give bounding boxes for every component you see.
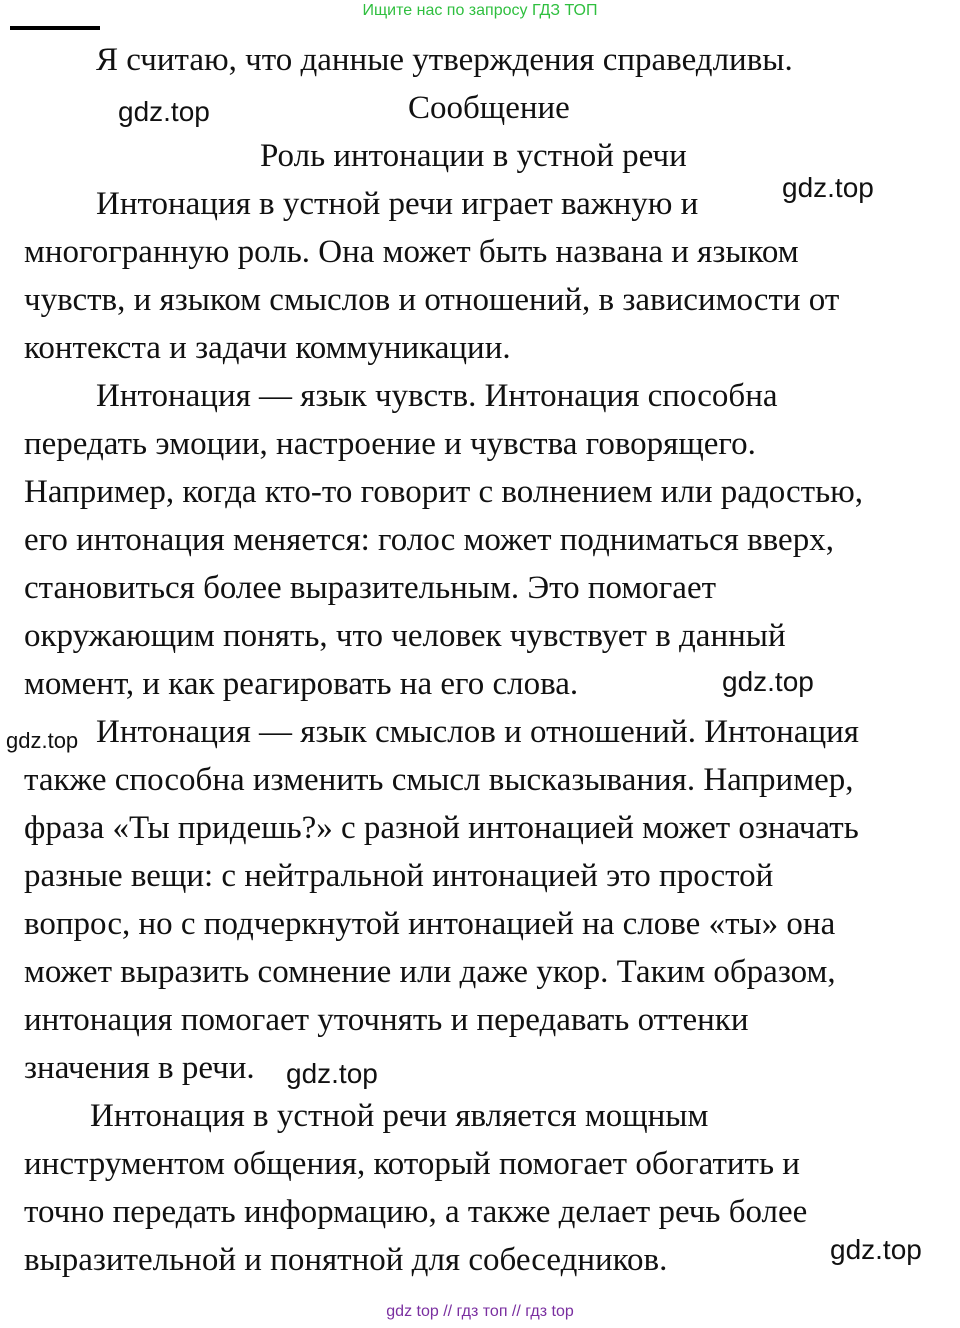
text-line: значения в речи. — [24, 1050, 255, 1086]
text-line: становиться более выразительным. Это помогает — [24, 570, 717, 606]
corner-bar — [10, 26, 100, 30]
text-line: фраза «Ты придешь?» с разной интонацией может означать — [24, 810, 859, 846]
text-line: чувств, и языком смыслов и отношений, в зависимости от — [24, 282, 840, 318]
page-title: Роль интонации в устной речи — [260, 138, 687, 174]
text-line: выразительной и понятной для собеседников. — [24, 1242, 668, 1278]
text-line: инструментом общения, который помогает обогатить и — [24, 1146, 800, 1182]
top-banner[interactable]: Ищите нас по запросу ГДЗ ТОП — [362, 2, 598, 19]
watermark: gdz.top — [6, 728, 79, 753]
intro-line: Я считаю, что данные утверждения справедливы. — [96, 42, 793, 78]
text-line: контекста и задачи коммуникации. — [24, 330, 511, 366]
text-line: может выразить сомнение или даже укор. Таким образом, — [24, 954, 836, 990]
text-line: Интонация в устной речи является мощным — [90, 1098, 709, 1134]
text-line: Например, когда кто-то говорит с волнением или радостью, — [24, 474, 864, 510]
text-line: многогранную роль. Она может быть названа и языком — [24, 234, 799, 270]
watermark: gdz.top — [782, 172, 874, 203]
heading: Сообщение — [408, 90, 570, 126]
text-line: интонация помогает уточнять и передавать оттенки — [24, 1002, 749, 1038]
watermark: gdz.top — [722, 666, 814, 697]
text-line: Интонация — язык чувств. Интонация способна — [96, 378, 778, 414]
text-line: также способна изменить смысл высказывания. Например, — [24, 762, 854, 798]
text-line: передать эмоции, настроение и чувства говорящего. — [24, 426, 756, 462]
text-line: его интонация меняется: голос может подниматься вверх, — [24, 522, 834, 558]
text-line: вопрос, но с подчеркнутой интонацией на слове «ты» она — [24, 906, 836, 942]
text-line: разные вещи: с нейтральной интонацией это простой — [24, 858, 774, 894]
watermark: gdz.top — [830, 1234, 922, 1265]
text-line: момент, и как реагировать на его слова. — [24, 666, 579, 702]
text-line: окружающим понять, что человек чувствует в данный — [24, 618, 786, 654]
text-line: Интонация — язык смыслов и отношений. Интонация — [96, 714, 859, 750]
watermark: gdz.top — [286, 1058, 378, 1089]
text-line: точно передать информацию, а также делает речь более — [24, 1194, 808, 1230]
text-line: Интонация в устной речи играет важную и — [96, 186, 699, 222]
watermark: gdz.top — [118, 96, 210, 127]
bottom-footer[interactable]: gdz top // гдз топ // гдз top — [386, 1303, 574, 1320]
